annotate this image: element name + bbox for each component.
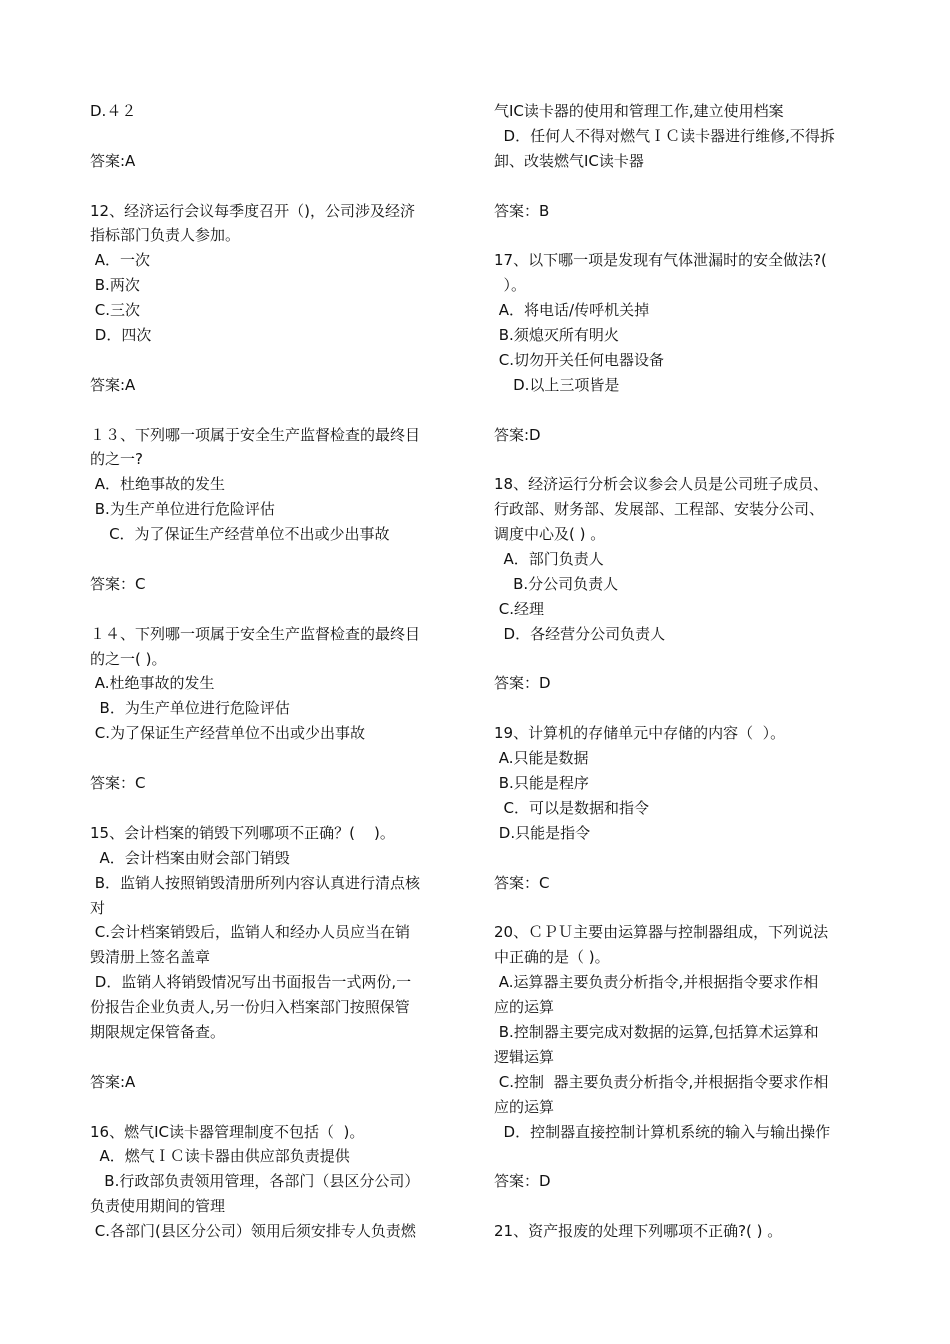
text-line: 调度中心及( ) 。 [494,525,606,544]
text-line: C．可以是数据和指令 [494,798,650,817]
text-line: 答案：C [90,774,146,793]
text-line: C.会计档案销毁后，监销人和经办人员应当在销 [90,923,411,942]
text-line: A．将电话/传呼机关掉 [494,301,650,320]
text-line: 中正确的是（ )。 [494,948,610,967]
blank-line [494,223,872,248]
text-line: １４、下列哪一项属于安全生产监督检查的最终目 [90,624,421,643]
text-line: C.三次 [90,301,141,320]
blank-line [494,696,872,721]
text-line: C．为了保证生产经营单位不出或少出事故 [90,525,390,544]
blank-line [90,1095,462,1120]
text-line: 15、会计档案的销毁下列哪项不正确？( )。 [90,823,395,842]
text-line: D.４２ [90,102,137,120]
text-line: A．燃气ＩＣ读卡器由供应部负责提供 [90,1147,350,1166]
text-line: 答案:A [90,151,136,170]
text-line: 16、燃气IC读卡器管理制度不包括（ )。 [90,1122,365,1141]
blank-line [90,796,462,821]
blank-line [90,597,462,622]
text-line: 毁清册上签名盖章 [90,948,211,967]
blank-line [90,547,462,572]
text-line: 答案：D [494,1172,551,1191]
text-line: 答案:A [90,375,136,394]
text-line: 17、以下哪一项是发现有气体泄漏时的安全做法?( [494,251,827,270]
text-line: 行政部、财务部、发展部、工程部、安装分公司、 [494,500,825,519]
text-line: １３、下列哪一项属于安全生产监督检查的最终目 [90,425,421,444]
text-line: C.经理 [494,599,545,618]
text-line: 答案:A [90,1072,136,1091]
text-line: B.须熄灭所有明火 [494,326,619,345]
text-line: 答案：C [90,574,146,593]
text-line: D.只能是指令 [494,823,591,842]
text-line: 卸、改装燃气IC读卡器 [494,151,644,170]
text-line: 对 [90,898,106,917]
text-line: A．杜绝事故的发生 [90,475,226,494]
text-line: D.以上三项皆是 [494,375,620,394]
text-line: 应的运算 [494,1097,555,1116]
blank-line [494,896,872,921]
text-line: B.分公司负责人 [494,574,619,593]
blank-line [90,398,462,423]
blank-line [90,174,462,199]
text-line: 指标部门负责人参加。 [90,226,241,245]
blank-line [494,846,872,871]
text-line: 应的运算 [494,998,555,1017]
text-line: B.控制器主要完成对数据的运算,包括算术运算和 [494,1022,819,1041]
text-line: 20、ＣＰＵ主要由运算器与控制器组成，下列说法 [494,923,829,942]
text-line: A．会计档案由财会部门销毁 [90,848,290,867]
text-line: D．任何人不得对燃气ＩＣ读卡器进行维修,不得拆 [494,126,835,145]
blank-line [90,348,462,373]
text-line: 12、经济运行会议每季度召开（)，公司涉及经济 [90,201,415,220]
text-line: 的之一? [90,450,143,469]
text-line: B．监销人按照销毁清册所列内容认真进行清点核 [90,873,421,892]
text-line: B.只能是程序 [494,774,589,793]
text-line: 19、计算机的存储单元中存储的内容（ ）。 [494,724,786,743]
text-line: B.行政部负责领用管理，各部门（县区分公司） [90,1172,420,1191]
text-line: ）。 [494,276,527,295]
text-line: C.控制 器主要负责分析指令,并根据指令要求作相 [494,1072,829,1091]
text-line: 18、经济运行分析会议参会人员是公司班子成员、 [494,475,829,494]
text-line: D．监销人将销毁情况写出书面报告一式两份,一 [90,973,412,992]
right-column [494,99,872,1244]
blank-line [90,1045,462,1070]
blank-line [494,398,872,423]
text-line: B.两次 [90,276,140,295]
blank-line [494,174,872,199]
text-line: 气IC读卡器的使用和管理工作,建立使用档案 [494,102,784,120]
blank-line [494,1194,872,1219]
text-line: 份报告企业负责人,另一份归入档案部门按照保管 [90,998,410,1017]
text-line: C.为了保证生产经营单位不出或少出事故 [90,724,366,743]
text-line: 答案:D [494,425,541,444]
text-line: 答案：B [494,201,550,220]
blank-line [494,447,872,472]
text-line: A.杜绝事故的发生 [90,674,215,693]
text-line: 答案：D [494,674,551,693]
text-line: 答案：C [494,873,550,892]
blank-line [90,746,462,771]
text-line: A．部门负责人 [494,550,604,569]
text-line: 期限规定保管备查。 [90,1022,226,1041]
text-line: 21、资产报废的处理下列哪项不正确?( ) 。 [494,1222,783,1241]
text-line: D．四次 [90,326,152,345]
text-line: B．为生产单位进行危险评估 [90,699,290,718]
text-line: C.切勿开关任何电器设备 [494,350,665,369]
blank-line [494,1144,872,1169]
text-line: A.运算器主要负责分析指令,并根据指令要求作相 [494,973,819,992]
text-line: D．控制器直接控制计算机系统的输入与输出操作 [494,1122,831,1141]
text-line: D．各经营分公司负责人 [494,624,666,643]
left-column [90,99,462,1244]
text-line: 逻辑运算 [494,1047,555,1066]
text-line: 的之一( )。 [90,649,167,668]
blank-line [90,124,462,149]
text-line: 负责使用期间的管理 [90,1197,226,1216]
text-line: B.为生产单位进行危险评估 [90,500,275,519]
text-line: A.只能是数据 [494,749,589,768]
blank-line [494,647,872,672]
text-line: C.各部门(县区分公司）领用后须安排专人负责燃 [90,1222,416,1241]
text-line: A．一次 [90,251,151,270]
